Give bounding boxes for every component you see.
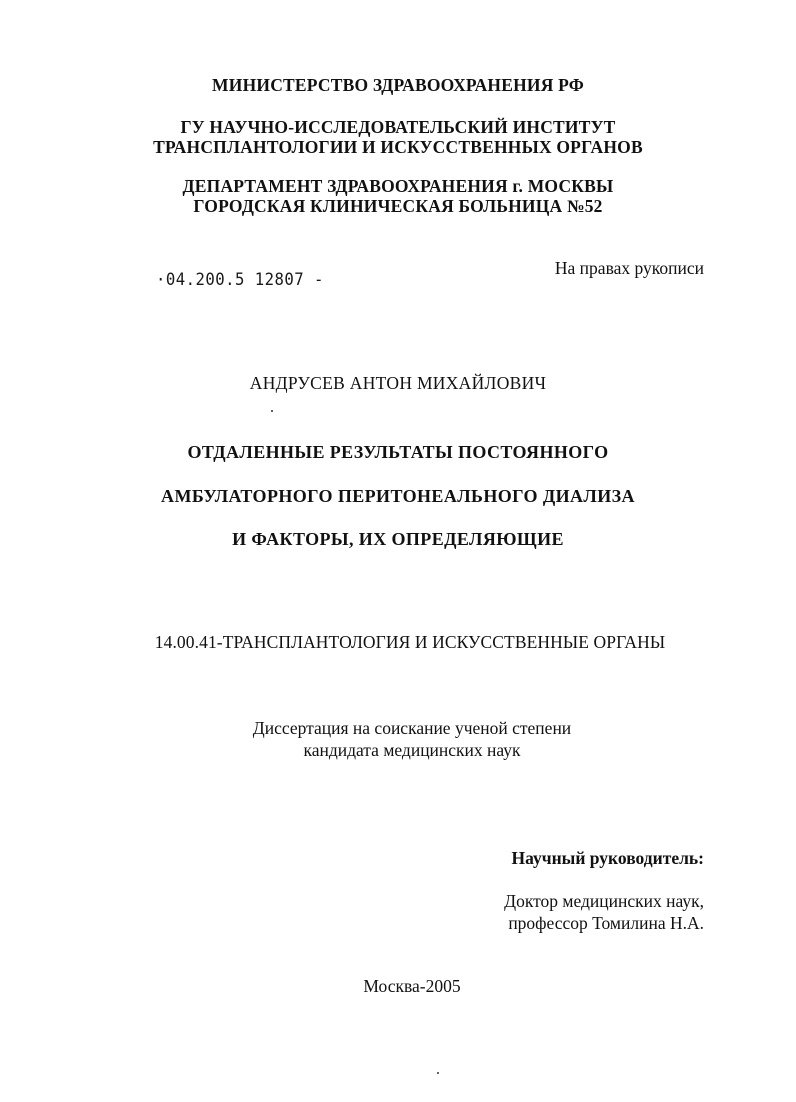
institute-heading-line1: ГУ НАУЧНО-ИССЛЕДОВАТЕЛЬСКИЙ ИНСТИТУТ (180, 117, 616, 137)
institute-heading-line2: ТРАНСПЛАНТОЛОГИИ И ИСКУССТВЕННЫХ ОРГАНОВ (153, 137, 643, 157)
supervisor-name: профессор Томилина Н.А. (508, 913, 704, 933)
registration-stamp: ·04.200.5 12807 - (156, 270, 324, 290)
department-heading-line1: ДЕПАРТАМЕНТ ЗДРАВООХРАНЕНИЯ г. МОСКВЫ (182, 176, 614, 196)
dissertation-degree-line1: Диссертация на соискание ученой степени (252, 718, 572, 738)
scan-speck (437, 1072, 439, 1074)
specialty-code: 14.00.41-ТРАНСПЛАНТОЛОГИЯ И ИСКУССТВЕННЫЕ ОРГАНЫ (154, 632, 666, 652)
author-name: АНДРУСЕВ АНТОН МИХАЙЛОВИЧ (249, 373, 547, 393)
supervisor-degree: Доктор медицинских наук, (504, 891, 704, 911)
thesis-title-line1: ОТДАЛЕННЫЕ РЕЗУЛЬТАТЫ ПОСТОЯННОГО (187, 442, 609, 462)
thesis-title-line3: И ФАКТОРЫ, ИХ ОПРЕДЕЛЯЮЩИЕ (232, 529, 564, 549)
supervisor-heading: Научный руководитель: (511, 848, 704, 868)
dissertation-degree-line2: кандидата медицинских наук (303, 740, 521, 760)
hospital-heading: ГОРОДСКАЯ КЛИНИЧЕСКАЯ БОЛЬНИЦА №52 (193, 196, 603, 216)
thesis-title-line2: АМБУЛАТОРНОГО ПЕРИТОНЕАЛЬНОГО ДИАЛИЗА (161, 486, 635, 506)
city-year: Москва-2005 (363, 976, 461, 996)
scan-speck (271, 410, 273, 412)
ministry-heading: МИНИСТЕРСТВО ЗДРАВООХРАНЕНИЯ РФ (212, 75, 584, 95)
manuscript-rights-note: На правах рукописи (554, 258, 704, 278)
